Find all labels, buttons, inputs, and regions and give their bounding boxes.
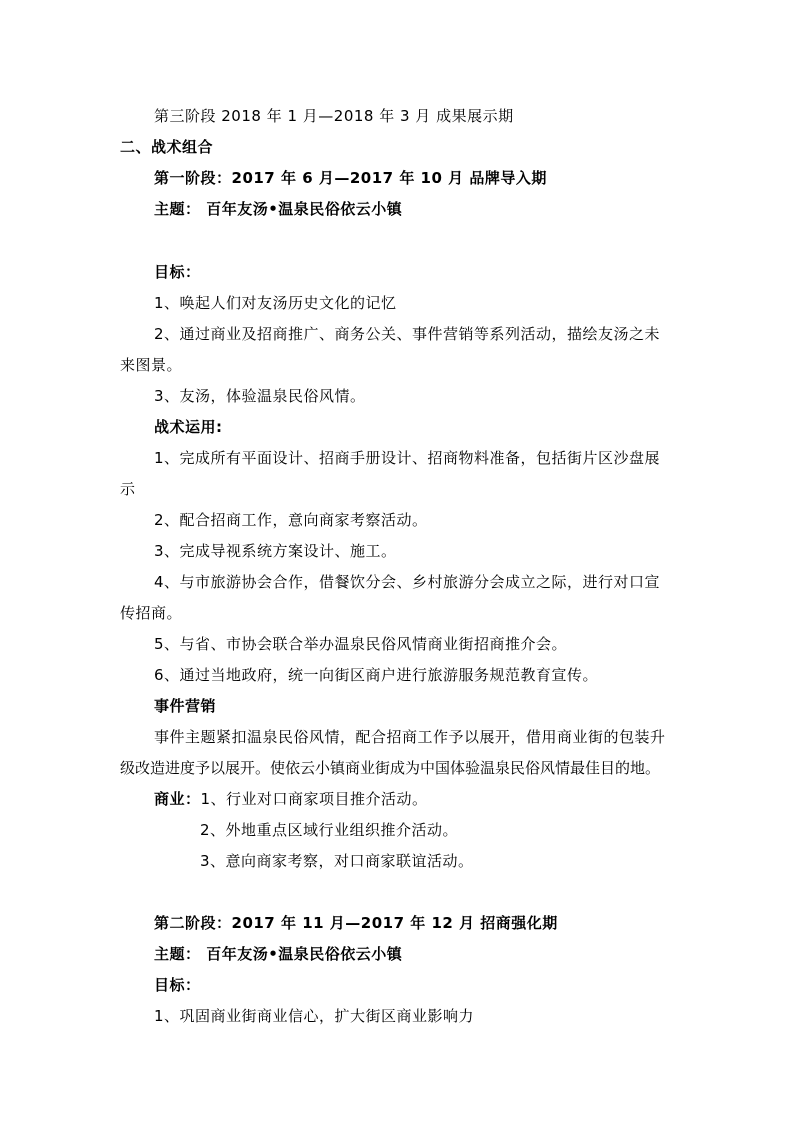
- phase-one-heading: 第一阶段：2017 年 6 月—2017 年 10 月 品牌导入期: [154, 169, 547, 187]
- tactic-item-3: 3、完成导视系统方案设计、施工。: [154, 542, 397, 560]
- goal-item-2: 2、通过商业及招商推广、商务公关、事件营销等系列活动，描绘友汤之未: [154, 325, 661, 343]
- goal-item-3: 3、友汤，体验温泉民俗风情。: [154, 387, 366, 405]
- goal-item-phase2-1: 1、巩固商业街商业信心，扩大街区商业影响力: [154, 1007, 475, 1025]
- event-marketing-text-cont: 级改造进度予以展开。使依云小镇商业街成为中国体验温泉民俗风情最佳目的地。: [120, 759, 661, 777]
- theme-line-2: 主题： 百年友汤•温泉民俗依云小镇: [154, 945, 403, 963]
- tactic-item-5: 5、与省、市协会联合举办温泉民俗风情商业街招商推介会。: [154, 635, 568, 653]
- tactic-item-1: 1、完成所有平面设计、招商手册设计、招商物料准备，包括街片区沙盘展: [154, 449, 661, 467]
- theme-line-1: 主题： 百年友汤•温泉民俗依云小镇: [154, 200, 403, 218]
- tactic-item-6: 6、通过当地政府，统一向街区商户进行旅游服务规范教育宣传。: [154, 666, 599, 684]
- event-marketing-heading: 事件营销: [154, 697, 217, 715]
- event-marketing-text: 事件主题紧扣温泉民俗风情，配合招商工作予以展开，借用商业街的包装升: [154, 728, 666, 746]
- goals-label-1: 目标：: [154, 263, 201, 281]
- goal-item-2-cont: 来图景。: [120, 356, 183, 374]
- tactic-item-4-cont: 传招商。: [120, 604, 183, 622]
- tactic-item-4: 4、与市旅游协会合作，借餐饮分会、乡村旅游分会成立之际，进行对口宣: [154, 573, 661, 591]
- business-line: [154, 789, 428, 809]
- goal-item-1: 1、唤起人们对友汤历史文化的记忆: [154, 294, 397, 312]
- section-heading-tactics: 二、战术组合: [120, 138, 214, 156]
- goals-label-2: 目标：: [154, 976, 201, 994]
- phase-two-heading: 第二阶段：2017 年 11 月—2017 年 12 月 招商强化期: [154, 914, 558, 932]
- business-item-1: 1、行业对口商家项目推介活动。: [200, 790, 428, 808]
- tactics-label: 战术运用:: [154, 418, 223, 436]
- business-label: 商业：: [154, 790, 201, 808]
- phase-three-line: 第三阶段 2018 年 1 月—2018 年 3 月 成果展示期: [154, 107, 514, 125]
- business-item-3: 3、意向商家考察，对口商家联谊活动。: [200, 852, 474, 870]
- business-item-2: 2、外地重点区域行业组织推介活动。: [200, 821, 459, 839]
- tactic-item-2: 2、配合招商工作，意向商家考察活动。: [154, 511, 428, 529]
- tactic-item-1-cont: 示: [120, 480, 136, 498]
